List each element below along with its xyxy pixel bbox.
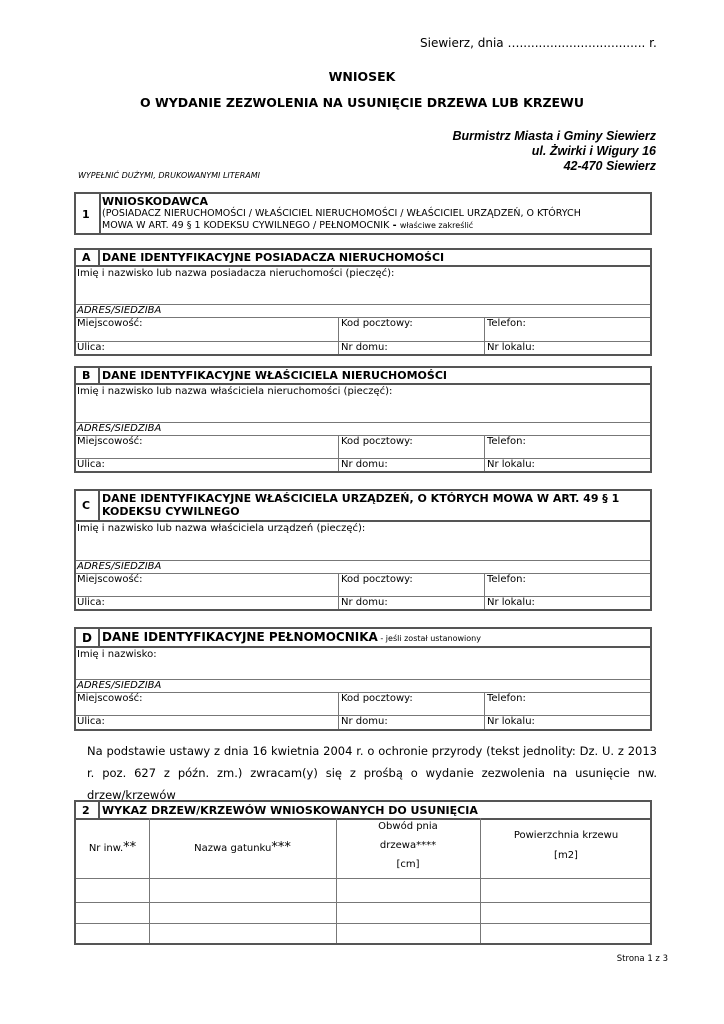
col-trunk-circumference-line-3: [cm]: [396, 859, 420, 870]
section-letter: D: [82, 631, 92, 645]
postal-code-field[interactable]: Kod pocztowy:: [341, 693, 413, 704]
street-field[interactable]: Ulica:: [77, 342, 105, 353]
col-species-name: Nazwa gatunku***: [194, 840, 291, 855]
col-shrub-area-line-1: Powierzchnia krzewu: [513, 830, 619, 841]
col-trunk-circumference-line-1: Obwód pnia: [378, 821, 438, 832]
phone-field[interactable]: Telefon:: [487, 436, 526, 447]
name-field-label: Imię i nazwisko lub nazwa właściciela urządzeń (pieczęć):: [77, 523, 366, 534]
address-label: ADRES/SIEDZIBA: [77, 305, 162, 316]
form-title: WNIOSEK: [328, 69, 396, 84]
address-label: ADRES/SIEDZIBA: [77, 423, 162, 434]
city-field[interactable]: Miejscowość:: [77, 436, 143, 447]
unit-number-field[interactable]: Nr lokalu:: [487, 597, 535, 608]
section-title: WNIOSKODAWCA: [102, 195, 208, 208]
section-letter: A: [82, 251, 91, 264]
street-field[interactable]: Ulica:: [77, 597, 105, 608]
section-title: DANE IDENTYFIKACYJNE PEŁNOMOCNIKA - jeśli został ustanowiony: [102, 630, 481, 644]
section-c-device-owner: [74, 489, 652, 611]
section-letter: B: [82, 369, 91, 382]
section-title: DANE IDENTYFIKACYJNE WŁAŚCICIELA NIERUCHOMOŚCI: [102, 369, 447, 382]
name-field-label: Imię i nazwisko:: [77, 649, 157, 660]
place-date: Siewierz, dnia …................................. r.: [420, 36, 657, 50]
recipient-line-2: ul. Żwirki i Wigury 16: [531, 144, 656, 158]
unit-number-field[interactable]: Nr lokalu:: [487, 342, 535, 353]
phone-field[interactable]: Telefon:: [487, 318, 526, 329]
section-a-possessor: [74, 248, 652, 356]
section-applicant: [74, 192, 652, 235]
house-number-field[interactable]: Nr domu:: [341, 342, 388, 353]
house-number-field[interactable]: Nr domu:: [341, 716, 388, 727]
page-number: Strona 1 z 3: [616, 954, 668, 964]
unit-number-field[interactable]: Nr lokalu:: [487, 716, 535, 727]
postal-code-field[interactable]: Kod pocztowy:: [341, 574, 413, 585]
postal-code-field[interactable]: Kod pocztowy:: [341, 318, 413, 329]
section-letter: C: [82, 499, 91, 512]
applicant-roles-line-2: MOWA W ART. 49 § 1 KODEKSU CYWILNEGO / PEŁNOMOCNIK - właściwe zakreślić: [102, 220, 474, 231]
phone-field[interactable]: Telefon:: [487, 574, 526, 585]
section-title-line-1: DANE IDENTYFIKACYJNE WŁAŚCICIELA URZĄDZEŃ, O KTÓRYCH MOWA W ART. 49 § 1: [102, 492, 620, 505]
city-field[interactable]: Miejscowość:: [77, 318, 143, 329]
applicant-roles-line-1: (POSIADACZ NIERUCHOMOŚCI / WŁAŚCICIEL NIERUCHOMOŚCI / WŁAŚCICIEL URZĄDZEŃ, O KTÓRYCH: [102, 208, 581, 219]
postal-code-field[interactable]: Kod pocztowy:: [341, 436, 413, 447]
section-title: WYKAZ DRZEW/KRZEWÓW WNIOSKOWANYCH DO USUNIĘCIA: [102, 804, 478, 817]
section-b-owner: [74, 366, 652, 473]
phone-field[interactable]: Telefon:: [487, 693, 526, 704]
section-number: 1: [82, 208, 90, 221]
name-field-label: Imię i nazwisko lub nazwa posiadacza nieruchomości (pieczęć):: [77, 268, 395, 279]
col-shrub-area-line-2: [m2]: [554, 850, 578, 861]
address-label: ADRES/SIEDZIBA: [77, 561, 162, 572]
street-field[interactable]: Ulica:: [77, 459, 105, 470]
street-field[interactable]: Ulica:: [77, 716, 105, 727]
address-label: ADRES/SIEDZIBA: [77, 680, 162, 691]
recipient-line-3: 42-470 Siewierz: [563, 159, 656, 173]
name-field-label: Imię i nazwisko lub nazwa właściciela nieruchomości (pieczęć):: [77, 386, 393, 397]
col-trunk-circumference-line-2: drzewa****: [379, 840, 437, 851]
section-title: DANE IDENTYFIKACYJNE POSIADACZA NIERUCHOMOŚCI: [102, 251, 445, 264]
city-field[interactable]: Miejscowość:: [77, 574, 143, 585]
section-title-line-2: KODEKSU CYWILNEGO: [102, 505, 240, 518]
city-field[interactable]: Miejscowość:: [77, 693, 143, 704]
col-inventory-number: Nr inw.**: [88, 840, 137, 855]
fill-instruction: WYPEŁNIĆ DUŻYMI, DRUKOWANYMI LITERAMI: [78, 171, 260, 180]
house-number-field[interactable]: Nr domu:: [341, 597, 388, 608]
section-tree-list: [74, 800, 652, 945]
legal-basis-paragraph: Na podstawie ustawy z dnia 16 kwietnia 2004 r. o ochronie przyrody (tekst jednolity: Dz. U. z 2013 r. poz. 627 z późn. zm.) zwracam(y) się z prośbą o wydanie zezwolenia na usunięcie nw. drzew/krzewów: [87, 744, 657, 802]
form-subtitle: O WYDANIE ZEZWOLENIA NA USUNIĘCIE DRZEWA LUB KRZEWU: [139, 95, 584, 110]
house-number-field[interactable]: Nr domu:: [341, 459, 388, 470]
section-d-proxy: [74, 627, 652, 731]
recipient-line-1: Burmistrz Miasta i Gminy Siewierz: [452, 129, 656, 143]
unit-number-field[interactable]: Nr lokalu:: [487, 459, 535, 470]
section-number: 2: [82, 804, 90, 817]
